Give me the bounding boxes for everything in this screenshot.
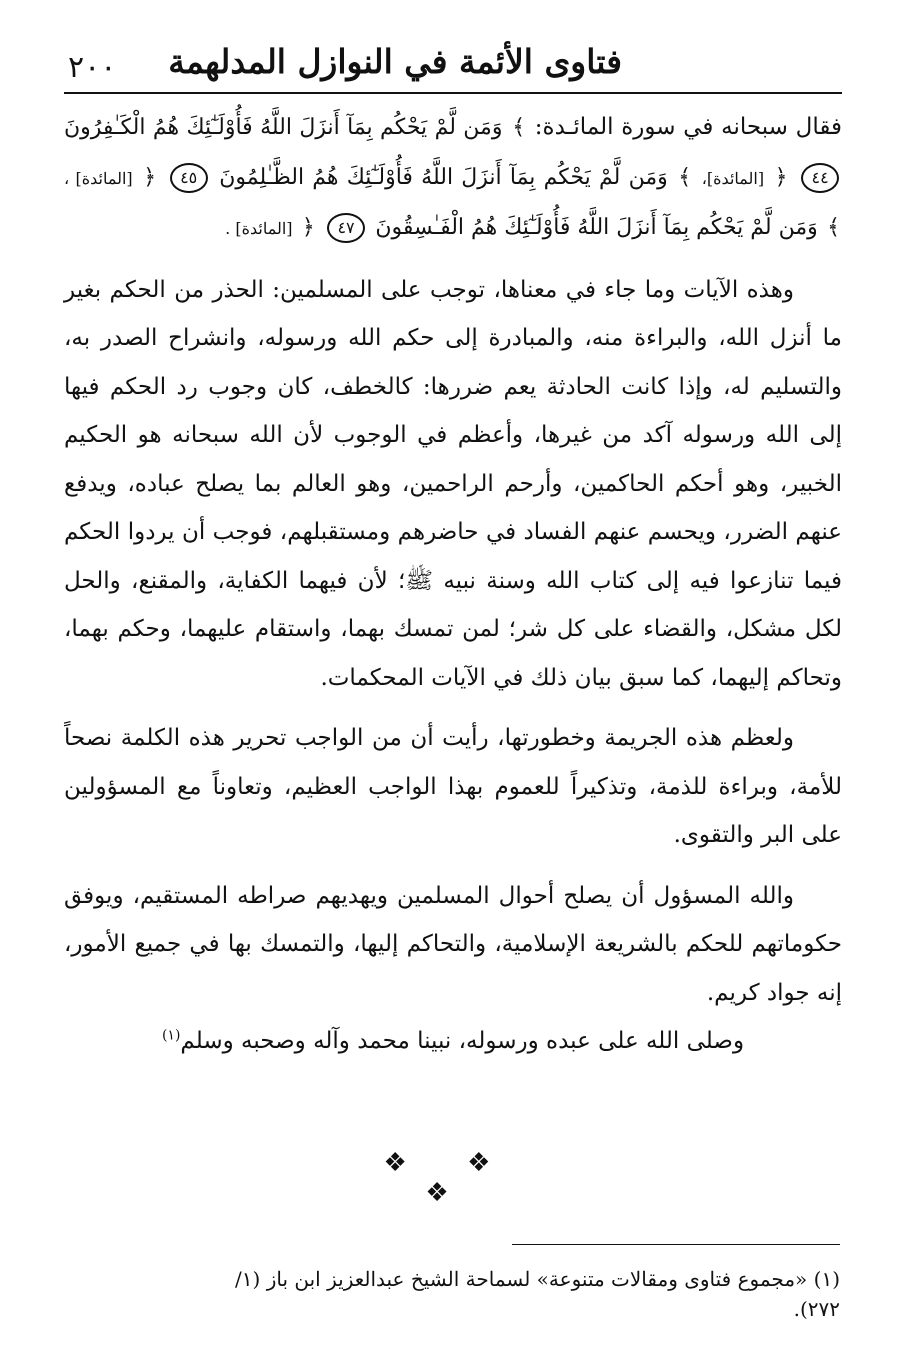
main-text bbox=[64, 103, 842, 1066]
verse-close-ornament: ﴿ bbox=[143, 164, 157, 190]
verse-number-3: ٤٧ bbox=[327, 213, 365, 243]
verses-paragraph bbox=[64, 103, 842, 254]
intro-text: فقال سبحانه في سورة المائـدة: bbox=[534, 114, 842, 140]
verse-open-ornament: ﴾ bbox=[512, 115, 526, 140]
closing-salutation bbox=[64, 1017, 842, 1066]
paragraph-purpose: ولعظم هذه الجريمة وخطورتها، رأيت أن من الواجب تحرير هذه الكلمة نصحاً للأمة، وبراءة للذمة، وتذكيراً للعموم بهذا الواجب العظيم، وتعاوناً مع المسؤولين على البر والتقوى. bbox=[64, 725, 842, 848]
closing-text: وصلى الله على عبده ورسوله، نبينا محمد وآله وصحبه وسلم bbox=[180, 1028, 745, 1054]
footnote: (١) «مجموع فتاوى ومقالات متنوعة» لسماحة الشيخ عبدالعزيز ابن باز (١/ ٢٧٢). bbox=[235, 1267, 840, 1321]
verse-open-ornament: ﴾ bbox=[678, 164, 692, 190]
verse-close-ornament: ﴿ bbox=[774, 164, 788, 190]
book-title: فتاوى الأئمة في النوازل المدلهمة bbox=[168, 42, 622, 81]
paragraph-supplication: والله المسؤول أن يصلح أحوال المسلمين ويهديهم صراطه المستقيم، ويوفق حكوماتهم للحكم بالشريعة الإسلامية، والتحاكم إليها، والتمسك بها في جميع الأمور، إنه جواد كريم. bbox=[64, 882, 842, 1006]
sura-reference-3: [المائدة] . bbox=[225, 219, 293, 238]
section-separator-ornament: ❖ ❖ ❖ bbox=[383, 1148, 517, 1208]
sura-reference-1: [المائدة]، bbox=[701, 168, 765, 188]
quran-verse-1: وَمَن لَّمْ يَحْكُم بِمَآ أَنزَلَ اللَّهُ فَأُوْلَـٰٓئِكَ هُمُ الْكَـٰفِرُونَ bbox=[64, 115, 503, 140]
footnote-marker: (١) bbox=[161, 1027, 181, 1044]
header-divider bbox=[64, 92, 842, 94]
verse-number-1: ٤٤ bbox=[801, 163, 839, 193]
quran-verse-2: وَمَن لَّمْ يَحْكُم بِمَآ أَنزَلَ اللَّهُ فَأُوْلَـٰٓئِكَ هُمُ الظَّـٰلِمُونَ bbox=[219, 164, 668, 190]
verse-close-ornament: ﴿ bbox=[301, 215, 315, 240]
verse-number-2: ٤٥ bbox=[170, 163, 208, 193]
quran-verse-3: وَمَن لَّمْ يَحْكُم بِمَآ أَنزَلَ اللَّهُ فَأُوْلَـٰٓئِكَ هُمُ الْفَـٰسِقُونَ bbox=[375, 215, 818, 240]
page-number: ٢٠٠ bbox=[68, 50, 117, 85]
footnote-divider bbox=[512, 1244, 840, 1245]
paragraph-ruling: وهذه الآيات وما جاء في معناها، توجب على المسلمين: الحذر من الحكم بغير ما أنزل الله، والبراءة منه، والمبادرة إلى حكم الله ورسوله، وانشراح الصدر به، والتسليم له، وإذا كانت الحادثة يعم ضررها: كالخطف، كان وجوب رد الحكم فيها إلى الله ورسوله آكد من غيرها، وأعظم في الوجوب لأن الله سبحانه هو الحكيم الخبير، وهو أحكم الحاكمين، وأرحم الراحمين، وهو العالم بما يصلح عباده، ويدفع عنهم الضرر، ويحسم عنهم الفساد في حاضرهم ومستقبلهم، فوجب أن يردوا الحكم فيما تنازعوا فيه إلى كتاب الله وسنة نبيه ﷺ؛ لأن فيهما الكفاية، والمقنع، والحل لكل مشكل، والقضاء على كل شر؛ لمن تمسك بهما، واستقام عليهما، وحكم بهما، وتحاكم إليهما، كما سبق بيان ذلك في الآيات المحكمات. bbox=[64, 276, 842, 691]
verse-open-ornament: ﴾ bbox=[827, 215, 840, 240]
sura-reference-2: [المائدة] ، bbox=[64, 168, 133, 188]
running-header bbox=[64, 42, 842, 92]
